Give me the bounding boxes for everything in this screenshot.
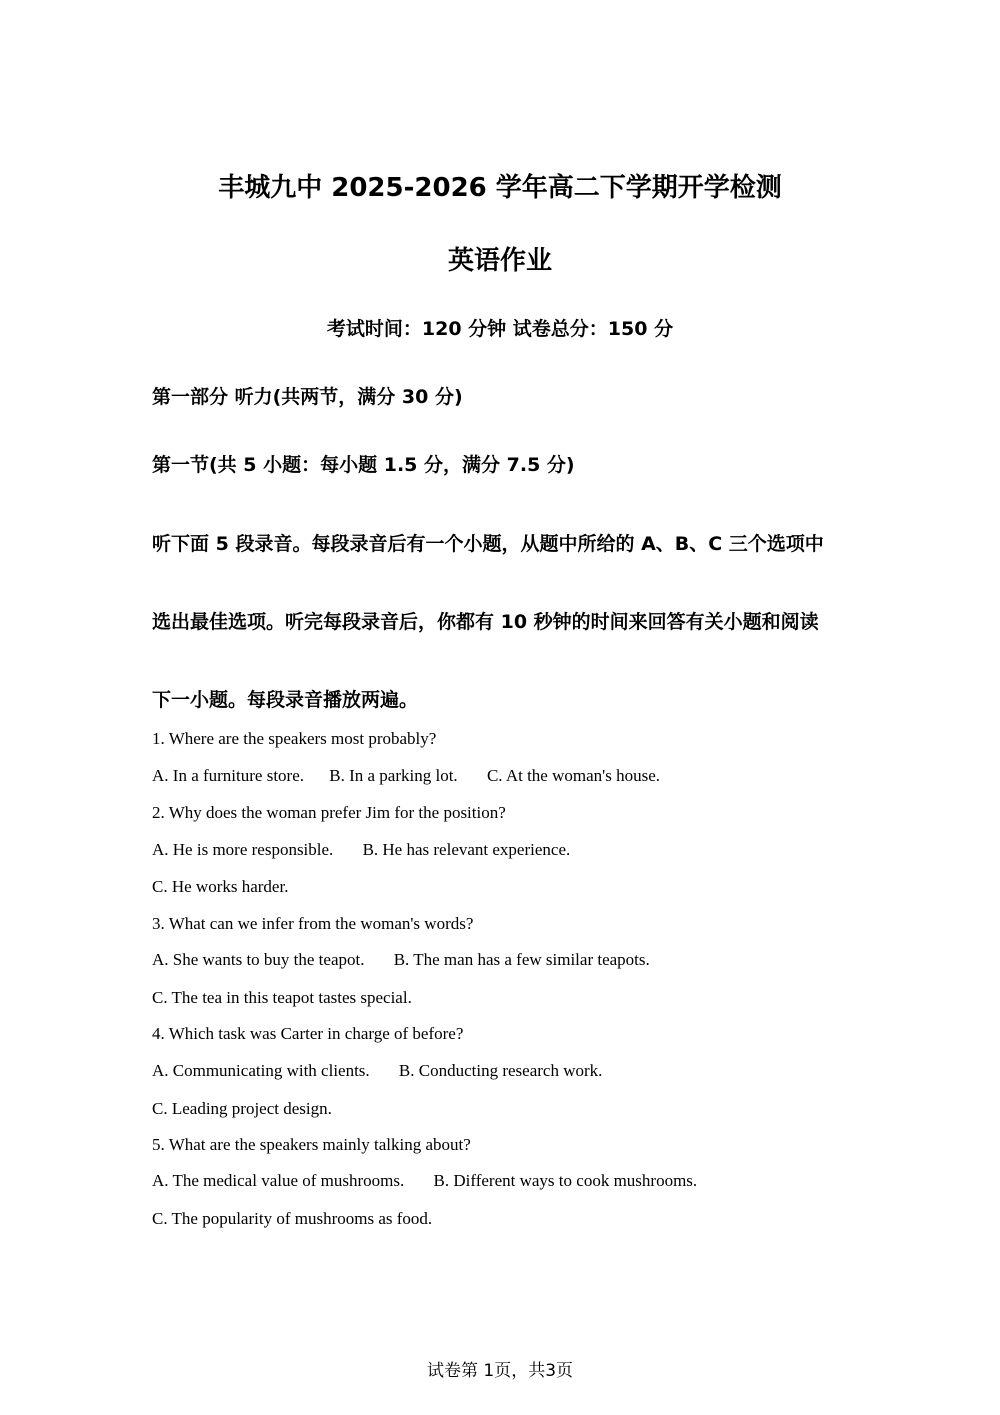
question-5-options: [152, 1171, 697, 1191]
instruction-line: 听下面 5 段录音。每段录音后有一个小题，从题中所给的 A、B、C 三个选项中: [152, 533, 824, 555]
question-3-option-c: C. The tea in this teapot tastes special.: [152, 988, 412, 1007]
option-a: A. She wants to buy the teapot.: [152, 950, 365, 969]
option-b: B. In a parking lot.: [329, 766, 458, 785]
question-1-options: [152, 766, 660, 786]
question-4-options: [152, 1061, 602, 1081]
option-b: B. The man has a few similar teapots.: [393, 950, 650, 969]
option-a: A. He is more responsible.: [152, 840, 334, 859]
page-footer: 试卷第 1页，共3页: [426, 1361, 574, 1381]
instruction-line: 下一小题。每段录音播放两遍。: [152, 689, 419, 711]
question-3-stem: 3. What can we infer from the woman's words?: [152, 914, 474, 933]
option-a: A. Communicating with clients.: [152, 1061, 370, 1080]
part-one-heading: 第一部分 听力(共两节，满分 30 分): [152, 386, 463, 408]
exam-subject: 英语作业: [447, 246, 552, 276]
instruction-line: 选出最佳选项。听完每段录音后，你都有 10 秒钟的时间来回答有关小题和阅读: [152, 611, 819, 633]
option-b: B. He has relevant experience.: [362, 840, 571, 859]
question-2-stem: 2. Why does the woman prefer Jim for the position?: [152, 803, 506, 822]
option-b: B. Different ways to cook mushrooms.: [433, 1171, 698, 1190]
question-3-options: [152, 950, 650, 970]
exam-info: 考试时间：120 分钟 试卷总分：150 分: [326, 318, 674, 340]
option-a: A. The medical value of mushrooms.: [152, 1171, 405, 1190]
exam-title: 丰城九中 2025-2026 学年高二下学期开学检测: [218, 173, 782, 203]
option-c: C. At the woman's house.: [486, 766, 660, 785]
section-one-heading: 第一节(共 5 小题：每小题 1.5 分，满分 7.5 分): [152, 454, 575, 476]
question-5-option-c: C. The popularity of mushrooms as food.: [152, 1209, 433, 1228]
option-b: B. Conducting research work.: [398, 1061, 603, 1080]
question-5-stem: 5. What are the speakers mainly talking about?: [152, 1135, 471, 1154]
option-a: A. In a furniture store.: [152, 766, 305, 785]
question-4-stem: 4. Which task was Carter in charge of before?: [152, 1024, 464, 1043]
question-4-option-c: C. Leading project design.: [152, 1099, 332, 1118]
question-2-options: [152, 840, 570, 860]
question-2-option-c: C. He works harder.: [152, 877, 289, 896]
listening-instructions: [152, 505, 852, 739]
question-1-stem: 1. Where are the speakers most probably?: [152, 729, 437, 748]
